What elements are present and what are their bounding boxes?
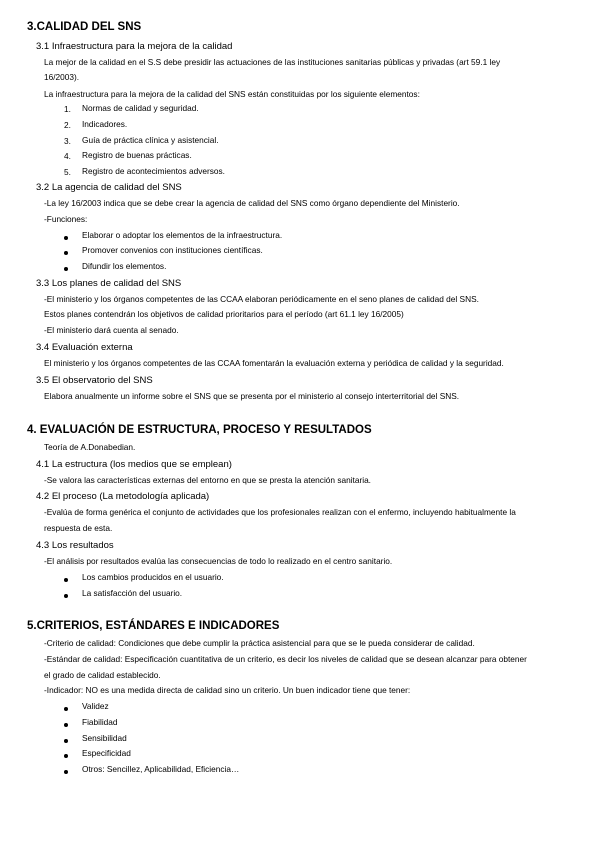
list-number: 5. <box>64 167 71 177</box>
bullet-item: Validez <box>82 701 109 711</box>
list-item: Indicadores. <box>82 119 128 129</box>
bullet-item: La satisfacción del usuario. <box>82 588 183 598</box>
bullet-item: Elaborar o adoptar los elementos de la infraestructura. <box>82 230 283 240</box>
paragraph: -Indicador: NO es una medida directa de calidad sino un criterio. Un buen indicador tiene que tener: <box>44 685 411 695</box>
paragraph: 16/2003). <box>44 72 80 82</box>
paragraph: -La ley 16/2003 indica que se debe crear la agencia de calidad del SNS como órgano dependiente del Ministerio. <box>44 198 460 208</box>
paragraph: -El ministerio y los órganos competentes de las CCAA elaboran periódicamente en el seno planes de calidad del SNS. <box>44 294 479 304</box>
paragraph: -Criterio de calidad: Condiciones que debe cumplir la práctica asistencial para que se le pueda considerar de calidad. <box>44 638 475 648</box>
list-item: Registro de buenas prácticas. <box>82 150 192 160</box>
paragraph: -Funciones: <box>44 214 88 224</box>
paragraph: -Evalúa de forma genérica el conjunto de actividades que los profesionales realizan con el enfermo, incluyendo habitualmente la <box>44 507 516 517</box>
paragraph: Elabora anualmente un informe sobre el SNS que se presenta por el ministerio al consejo interterritorial del SNS. <box>44 391 460 401</box>
list-number: 2. <box>64 120 71 130</box>
subsection-4-1: 4.1 La estructura (los medios que se emplean) <box>36 459 232 470</box>
list-item: Guía de práctica clínica y asistencial. <box>82 135 219 145</box>
paragraph: La infraestructura para la mejora de la calidad del SNS están constituidas por los siguiente elementos: <box>44 89 420 99</box>
subsection-3-1: 3.1 Infraestructura para la mejora de la calidad <box>36 41 233 52</box>
paragraph: -Se valora las características externas del entorno en que se presta la atención sanitaria. <box>44 475 371 485</box>
subsection-3-2: 3.2 La agencia de calidad del SNS <box>36 182 182 193</box>
list-number: 3. <box>64 136 71 146</box>
bullet-item: Sensibilidad <box>82 733 127 743</box>
bullet-item: Los cambios producidos en el usuario. <box>82 572 224 582</box>
paragraph: La mejor de la calidad en el S.S debe presidir las actuaciones de las instituciones sanitarias públicas y privadas (art 59.1 ley <box>44 57 501 67</box>
paragraph: Teoría de A.Donabedian. <box>44 442 136 452</box>
paragraph: -Estándar de calidad: Especificación cuantitativa de un criterio, es decir los niveles de calidad que se desean alcanzar para obtener <box>44 654 527 664</box>
bullet-item: Especificidad <box>82 748 131 758</box>
bullet-item: Difundir los elementos. <box>82 261 167 271</box>
bullet-item: Fiabilidad <box>82 717 118 727</box>
paragraph: El ministerio y los órganos competentes de las CCAA fomentarán la evaluación externa y periódica de calidad y la seguridad. <box>44 358 504 368</box>
paragraph: -El ministerio dará cuenta al senado. <box>44 325 179 335</box>
list-item: Registro de acontecimientos adversos. <box>82 166 225 176</box>
paragraph: respuesta de esta. <box>44 523 113 533</box>
section-5-title: 5.CRITERIOS, ESTÁNDARES E INDICADORES <box>27 620 280 632</box>
subsection-3-3: 3.3 Los planes de calidad del SNS <box>36 278 182 289</box>
paragraph: el grado de calidad establecido. <box>44 670 161 680</box>
paragraph: Estos planes contendrán los objetivos de calidad prioritarios para el período (art 61.1 ley 16/2005) <box>44 309 404 319</box>
subsection-3-5: 3.5 El observatorio del SNS <box>36 375 153 386</box>
subsection-4-2: 4.2 El proceso (La metodología aplicada) <box>36 491 210 502</box>
subsection-4-3: 4.3 Los resultados <box>36 540 114 551</box>
list-number: 4. <box>64 151 71 161</box>
list-item: Normas de calidad y seguridad. <box>82 103 199 113</box>
bullet-item: Promover convenios con instituciones científicas. <box>82 245 263 255</box>
section-3-title: 3.CALIDAD DEL SNS <box>27 21 142 33</box>
paragraph: -El análisis por resultados evalúa las consecuencias de todo lo realizado en el centro sanitario. <box>44 556 393 566</box>
section-4-title: 4. EVALUACIÓN DE ESTRUCTURA, PROCESO Y RESULTADOS <box>27 424 372 436</box>
bullet-item: Otros: Sencillez, Aplicabilidad, Eficiencia… <box>82 764 240 774</box>
list-number: 1. <box>64 104 71 114</box>
subsection-3-4: 3.4 Evaluación externa <box>36 342 133 353</box>
